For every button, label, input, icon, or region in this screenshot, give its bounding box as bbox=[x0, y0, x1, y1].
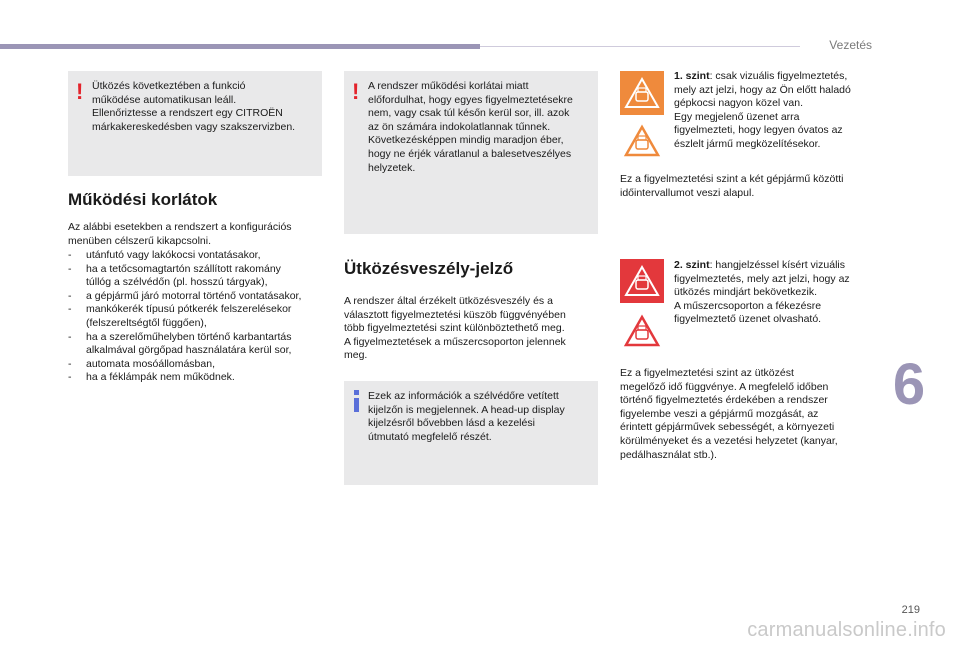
note-line: Következésképpen mindig maradjon éber, bbox=[368, 134, 564, 147]
text-line: ütközés mindjárt bekövetkezik. bbox=[674, 286, 817, 299]
text-line: választott figyelmeztetési küszöb függvényében bbox=[344, 308, 566, 321]
text-line: mely azt jelzi, hogy az Ön előtt haladó bbox=[674, 83, 851, 96]
warning-icon: ! bbox=[352, 79, 360, 104]
note-line: nem, vagy csak túl későn kerül sor, ill. azok bbox=[368, 107, 570, 120]
warning-note-crash bbox=[68, 71, 322, 176]
text-line: érintett gépjárművek sebességét, a környezeti bbox=[620, 421, 835, 434]
list-item: - a gépjármű járó motorral történő vontatásakor, bbox=[68, 290, 328, 304]
text-line: időintervallumot veszi alapul. bbox=[620, 186, 755, 199]
list-item: - utánfutó vagy lakókocsi vontatásakor, bbox=[68, 249, 328, 263]
section-heading-limits: Működési korlátok bbox=[68, 190, 218, 209]
note-line: kijelzésről bővebben lásd a kezelési bbox=[368, 417, 535, 430]
level1-description bbox=[674, 70, 884, 152]
note-line: Ütközés következtében a funkció bbox=[92, 80, 246, 92]
warning-icon: ! bbox=[76, 79, 84, 104]
limits-intro bbox=[68, 221, 292, 248]
text-line: 2. szint: hangjelzéssel kísért vizuális bbox=[674, 259, 845, 271]
text-line: figyelembe veszi a gépjármű mozgását, az bbox=[620, 407, 819, 420]
limits-list bbox=[68, 249, 328, 385]
note-line: Ellenőriztesse a rendszert egy CITROËN bbox=[92, 107, 283, 120]
note-line: útmutató megfelelő részét. bbox=[368, 430, 492, 443]
chapter-number: 6 bbox=[892, 352, 926, 417]
text-line: több figyelmeztetési szint különböztethető meg. bbox=[344, 322, 565, 335]
info-icon bbox=[353, 390, 361, 416]
warning-note-limits bbox=[344, 71, 598, 234]
level2-collision-icon-outline bbox=[620, 309, 664, 353]
text-line: meg. bbox=[344, 349, 368, 362]
list-item: - ha a szerelőműhelyben történő karbantartás alkalmával görgőpad használatára kerül sor, bbox=[68, 331, 328, 358]
level1-collision-icon-outline bbox=[620, 119, 664, 163]
note-line: Ezek az információk a szélvédőre vetített bbox=[368, 390, 559, 402]
level1-label: 1. szint bbox=[674, 70, 710, 82]
text-line: körülményeket és a vezetési helyzetet (kanyar, bbox=[620, 434, 838, 447]
text-line: A rendszer által érzékelt ütközésveszély és a bbox=[344, 295, 553, 307]
text-line: A műszercsoporton a fékezésre bbox=[674, 299, 822, 312]
note-line: előfordulhat, hogy egyes figyelmeztetésekre bbox=[368, 93, 573, 106]
level2-description bbox=[674, 259, 884, 327]
text-line: Egy megjelenő üzenet arra bbox=[674, 110, 800, 123]
text-line: gépkocsi nagyon közel van. bbox=[674, 97, 803, 110]
text-line: 1. szint: csak vizuális figyelmeztetés, bbox=[674, 70, 848, 82]
text-line: történő figyelmeztetés érdekében a rendszer bbox=[620, 394, 828, 407]
list-item: - ha a féklámpák nem működnek. bbox=[68, 371, 328, 385]
list-item: - ha a tetőcsomagtartón szállított rakomány túllóg a szélvédőn (pl. hosszú tárgyak), bbox=[68, 263, 328, 290]
text-line: megelőző idő függvénye. A megfelelő időben bbox=[620, 380, 829, 393]
header-rule bbox=[480, 46, 800, 47]
text-line: pedálhasználat stb.). bbox=[620, 448, 717, 461]
section-title: Vezetés bbox=[829, 38, 872, 52]
text-line: Az alábbi esetekben a rendszert a konfigurációs bbox=[68, 221, 292, 233]
info-note-hud bbox=[344, 381, 598, 485]
note-line: kijelzőn is megjelennek. A head-up display bbox=[368, 403, 565, 416]
level2-label: 2. szint bbox=[674, 259, 710, 271]
level2-collision-icon-filled bbox=[620, 259, 664, 303]
text-line: menüben célszerű kikapcsolni. bbox=[68, 234, 211, 247]
note-line: A rendszer működési korlátai miatt bbox=[368, 80, 529, 92]
text-line: Ez a figyelmeztetési szint az ütközést bbox=[620, 367, 794, 379]
text-line: figyelmeztető üzenet olvasható. bbox=[674, 313, 822, 326]
note-line: működése automatikusan leáll. bbox=[92, 93, 237, 106]
level2-paragraph bbox=[620, 367, 838, 462]
watermark-text: carmanualsonline.info bbox=[747, 619, 946, 641]
note-line: az ön számára indokolatlannak tűnnek. bbox=[368, 120, 551, 133]
level1-paragraph bbox=[620, 173, 844, 200]
text-line: figyelmeztetés, mely azt jelzi, hogy az bbox=[674, 272, 850, 285]
level1-collision-icon-filled bbox=[620, 71, 664, 115]
note-line: helyzetek. bbox=[368, 161, 416, 174]
collision-intro bbox=[344, 295, 566, 363]
list-item: - automata mosóállomásban, bbox=[68, 358, 328, 372]
list-item: - mankókerék típusú pótkerék felszerelésekor (felszereltségtől függően), bbox=[68, 303, 328, 330]
text-line: A figyelmeztetések a műszercsoporton jelennek bbox=[344, 335, 566, 348]
text-line: észlelt jármű megközelítésekor. bbox=[674, 137, 821, 150]
text-line: Ez a figyelmeztetési szint a két gépjármű közötti bbox=[620, 173, 844, 185]
section-heading-collision: Ütközésveszély-jelző bbox=[344, 259, 514, 278]
note-line: márkakereskedésben vagy szakszervizben. bbox=[92, 120, 296, 133]
page-number: 219 bbox=[901, 604, 920, 616]
header-bar bbox=[0, 44, 480, 49]
text-line: figyelmezteti, hogy legyen óvatos az bbox=[674, 124, 843, 137]
note-line: hogy ne érjék váratlanul a balesetveszélyes bbox=[368, 147, 572, 160]
